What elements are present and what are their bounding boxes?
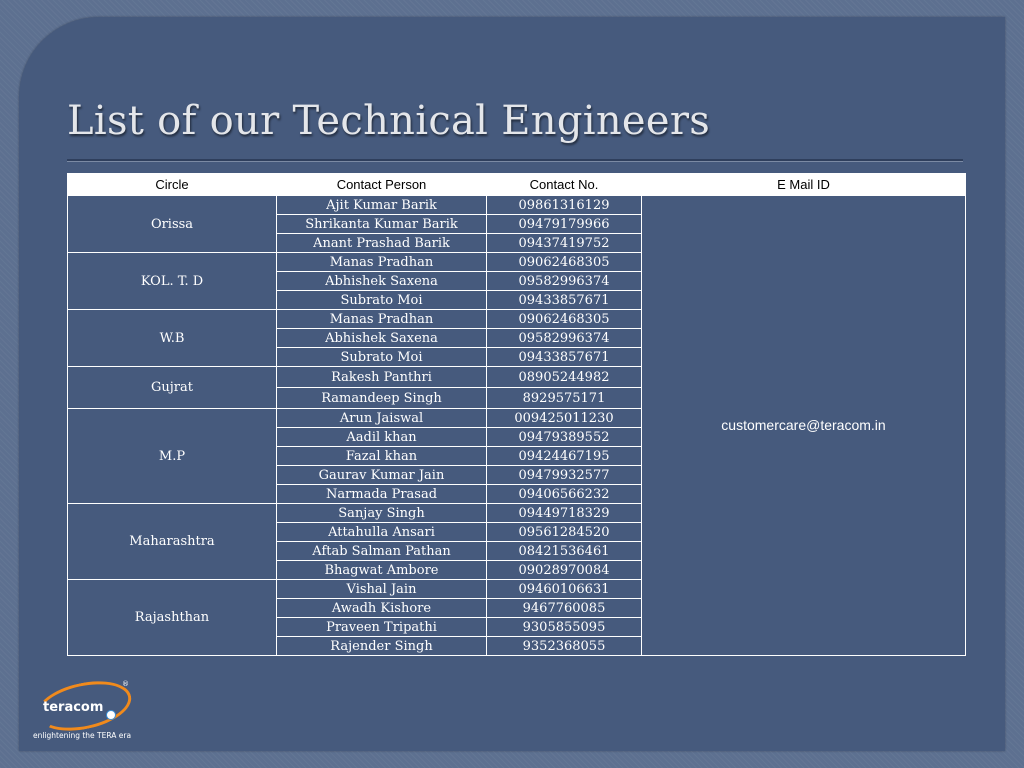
- contact-person-cell: Attahulla Ansari: [277, 523, 487, 542]
- circle-cell: Gujrat: [68, 367, 277, 409]
- contact-person-cell: Subrato Moi: [277, 291, 487, 310]
- contact-number-cell: 09028970084: [487, 561, 642, 580]
- contact-number-cell: 08421536461: [487, 542, 642, 561]
- contact-number-cell: 9467760085: [487, 599, 642, 618]
- contact-person-cell: Praveen Tripathi: [277, 618, 487, 637]
- teracom-logo: [30, 678, 140, 748]
- contact-number-cell: 09582996374: [487, 272, 642, 291]
- contact-number-cell: 09449718329: [487, 504, 642, 523]
- contact-number-cell: 9352368055: [487, 637, 642, 656]
- circle-cell: Rajashthan: [68, 580, 277, 656]
- contact-person-cell: Sanjay Singh: [277, 504, 487, 523]
- contact-number-cell: 09433857671: [487, 348, 642, 367]
- circle-cell: Orissa: [68, 196, 277, 253]
- header-circle: Circle: [68, 174, 277, 196]
- contact-number-cell: 09062468305: [487, 310, 642, 329]
- logo-registered-mark: ®: [122, 680, 129, 688]
- contact-person-cell: Manas Pradhan: [277, 310, 487, 329]
- contact-person-cell: Rakesh Panthri: [277, 367, 487, 388]
- contact-person-cell: Abhishek Saxena: [277, 272, 487, 291]
- contact-person-cell: Gaurav Kumar Jain: [277, 466, 487, 485]
- contact-number-cell: 09433857671: [487, 291, 642, 310]
- logo-tagline: enlightening the TERA era: [33, 731, 132, 740]
- contact-person-cell: Aftab Salman Pathan: [277, 542, 487, 561]
- contact-number-cell: 09062468305: [487, 253, 642, 272]
- logo-wordmark: teracom: [43, 700, 104, 715]
- contact-number-cell: 09479932577: [487, 466, 642, 485]
- contact-person-cell: Abhishek Saxena: [277, 329, 487, 348]
- contact-number-cell: 09861316129: [487, 196, 642, 215]
- table-body: [68, 196, 966, 656]
- contact-person-cell: Manas Pradhan: [277, 253, 487, 272]
- circle-cell: Maharashtra: [68, 504, 277, 580]
- contact-number-cell: 09437419752: [487, 234, 642, 253]
- contact-number-cell: 09424467195: [487, 447, 642, 466]
- engineers-table: [67, 173, 966, 656]
- logo-dot-icon: [106, 710, 116, 720]
- contact-person-cell: Bhagwat Ambore: [277, 561, 487, 580]
- contact-number-cell: 08905244982: [487, 367, 642, 388]
- contact-number-cell: 009425011230: [487, 409, 642, 428]
- header-contact-person: Contact Person: [277, 174, 487, 196]
- contact-number-cell: 09406566232: [487, 485, 642, 504]
- table-row: [68, 196, 966, 215]
- contact-person-cell: Rajender Singh: [277, 637, 487, 656]
- contact-number-cell: 8929575171: [487, 388, 642, 409]
- circle-cell: KOL. T. D: [68, 253, 277, 310]
- contact-person-cell: Ramandeep Singh: [277, 388, 487, 409]
- contact-number-cell: 09460106631: [487, 580, 642, 599]
- circle-cell: W.B: [68, 310, 277, 367]
- contact-person-cell: Shrikanta Kumar Barik: [277, 215, 487, 234]
- contact-person-cell: Awadh Kishore: [277, 599, 487, 618]
- contact-number-cell: 09561284520: [487, 523, 642, 542]
- title-divider: [67, 159, 963, 162]
- contact-person-cell: Narmada Prasad: [277, 485, 487, 504]
- contact-person-cell: Vishal Jain: [277, 580, 487, 599]
- page-title: List of our Technical Engineers: [67, 98, 711, 144]
- contact-person-cell: Arun Jaiswal: [277, 409, 487, 428]
- contact-number-cell: 09582996374: [487, 329, 642, 348]
- email-cell: customercare@teracom.in: [642, 196, 966, 656]
- contact-person-cell: Subrato Moi: [277, 348, 487, 367]
- contact-number-cell: 9305855095: [487, 618, 642, 637]
- contact-person-cell: Fazal khan: [277, 447, 487, 466]
- contact-person-cell: Ajit Kumar Barik: [277, 196, 487, 215]
- contact-number-cell: 09479179966: [487, 215, 642, 234]
- table-header-row: [68, 174, 966, 196]
- header-email: E Mail ID: [642, 174, 966, 196]
- contact-person-cell: Aadil khan: [277, 428, 487, 447]
- contact-number-cell: 09479389552: [487, 428, 642, 447]
- contact-person-cell: Anant Prashad Barik: [277, 234, 487, 253]
- header-contact-no: Contact No.: [487, 174, 642, 196]
- circle-cell: M.P: [68, 409, 277, 504]
